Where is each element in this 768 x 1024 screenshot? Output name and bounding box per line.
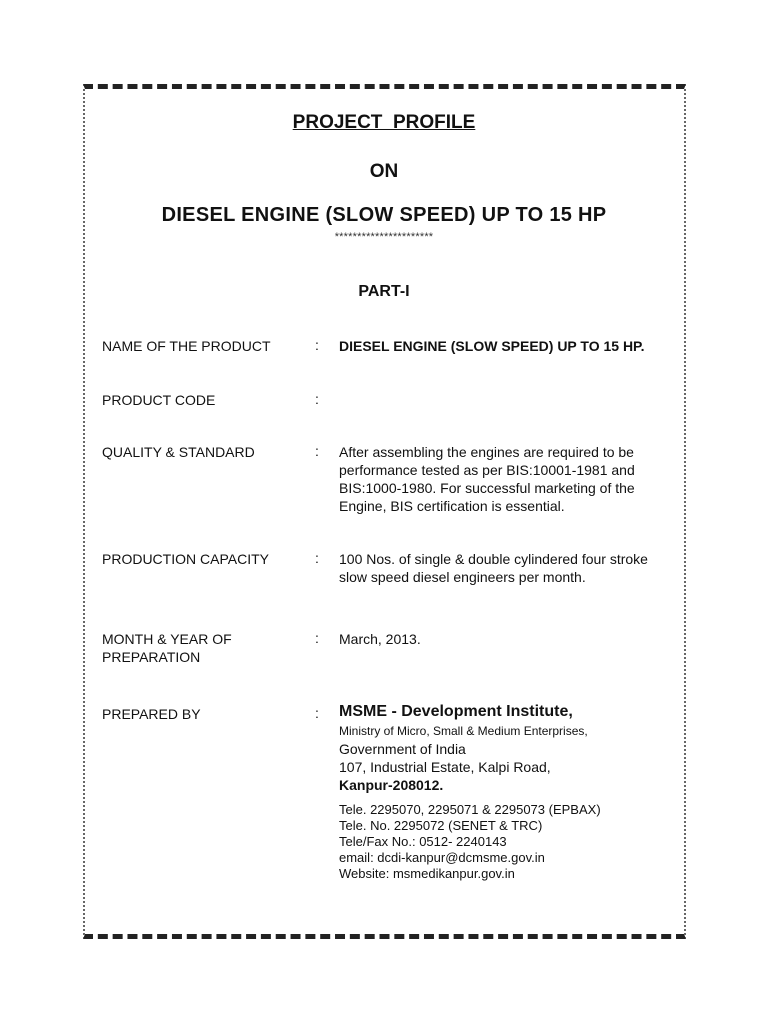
colon: : xyxy=(315,630,319,646)
prepared-by-value xyxy=(339,702,601,882)
contact-line: Tele/Fax No.: 0512- 2240143 xyxy=(339,834,507,849)
preparation-date-label-line: MONTH & YEAR OF xyxy=(102,631,232,647)
colon: : xyxy=(315,443,319,459)
contact-line: Tele. 2295070, 2295071 & 2295073 (EPBAX) xyxy=(339,802,601,817)
product-name-label: NAME OF THE PRODUCT xyxy=(102,338,271,354)
capacity-value xyxy=(339,550,648,586)
colon: : xyxy=(315,337,319,353)
website-line: Website: msmedikanpur.gov.in xyxy=(339,866,515,881)
capacity-line: slow speed diesel engineers per month. xyxy=(339,569,586,585)
colon: : xyxy=(315,550,319,566)
product-name-value: DIESEL ENGINE (SLOW SPEED) UP TO 15 HP. xyxy=(339,338,645,354)
preparation-date-value: March, 2013. xyxy=(339,631,421,647)
page-title: PROJECT PROFILE xyxy=(292,112,476,133)
colon: : xyxy=(315,391,319,407)
government-name: Government of India xyxy=(339,741,466,757)
email-line: email: dcdi-kanpur@dcmsme.gov.in xyxy=(339,850,545,865)
star-separator: ********************** xyxy=(334,231,434,243)
prepared-by-label: PREPARED BY xyxy=(102,706,201,722)
ministry-name: Ministry of Micro, Small & Medium Enterprises, xyxy=(339,724,588,738)
capacity-line: 100 Nos. of single & double cylindered four stroke xyxy=(339,551,648,567)
document-heading: DIESEL ENGINE (SLOW SPEED) UP TO 15 HP xyxy=(161,204,607,226)
quality-line: BIS:1000-1980. For successful marketing of the xyxy=(339,480,635,496)
contact-line: Tele. No. 2295072 (SENET & TRC) xyxy=(339,818,543,833)
product-code-label: PRODUCT CODE xyxy=(102,392,216,408)
capacity-label: PRODUCTION CAPACITY xyxy=(102,551,269,567)
quality-line: Engine, BIS certification is essential. xyxy=(339,498,565,514)
quality-value xyxy=(339,443,635,515)
organization-name: MSME - Development Institute, xyxy=(339,703,573,720)
quality-label: QUALITY & STANDARD xyxy=(102,444,255,460)
colon: : xyxy=(315,705,319,721)
preparation-date-label-line: PREPARATION xyxy=(102,649,201,665)
page-subtitle: ON xyxy=(369,161,399,182)
address-line: 107, Industrial Estate, Kalpi Road, xyxy=(339,759,551,775)
quality-line: performance tested as per BIS:10001-1981 and xyxy=(339,462,635,478)
quality-line: After assembling the engines are required to be xyxy=(339,444,634,460)
city-pincode: Kanpur-208012. xyxy=(339,777,444,793)
preparation-date-label xyxy=(102,630,232,666)
part-label: PART-I xyxy=(358,283,410,300)
